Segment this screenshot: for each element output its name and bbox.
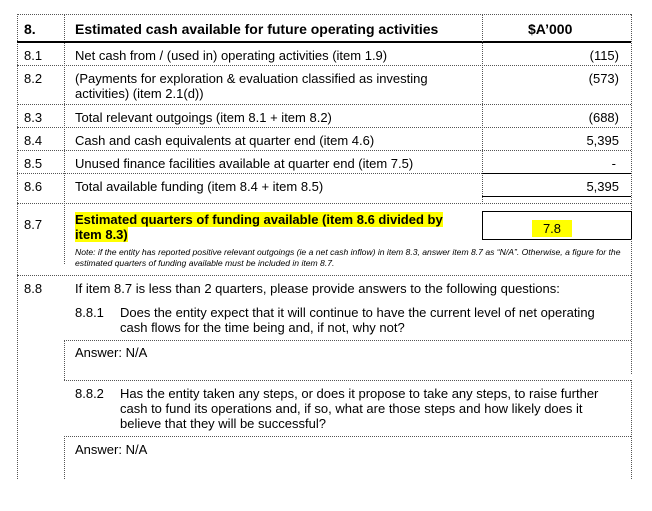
number-column-divider: [64, 14, 65, 264]
row-value: (115): [589, 48, 619, 63]
amount-column-left: [482, 14, 483, 204]
row-value: -: [611, 156, 616, 171]
row-text: If item 8.7 is less than 2 quarters, please provide answers to the following questions:: [75, 281, 560, 296]
row-value: 5,395: [586, 133, 619, 148]
row-number: 8.2: [24, 71, 43, 86]
header-underline: [17, 41, 631, 43]
row-divider: [17, 150, 631, 151]
question-text: Has the entity taken any steps, or does it propose to take any steps, to raise further cash to fund its operations and, if so, what are those steps and how likely does it believe that they will be successful?: [120, 386, 599, 431]
row-divider: [17, 104, 631, 105]
row-text: Total available funding (item 8.4 + item 8.5): [75, 179, 324, 194]
answer-text[interactable]: Answer: N/A: [75, 442, 148, 457]
question-number: 8.8.2: [75, 386, 104, 401]
row-value: 5,395: [586, 179, 619, 194]
row-number: 8.4: [24, 133, 43, 148]
row-divider: [17, 275, 631, 276]
answer-box-top: [64, 340, 631, 341]
right-border: [631, 14, 632, 374]
row-number: 8.8: [24, 281, 43, 296]
row-text: (Payments for exploration & evaluation classified as investing activities) (item 2.1(d)): [75, 71, 428, 101]
funding-quarters-value: 7.8: [532, 220, 572, 237]
answer-box-top: [64, 436, 631, 437]
value-box-bottom: [482, 239, 631, 240]
funding-quarters-label: [75, 212, 470, 242]
highlighted-text: Estimated quarters of funding available (item 8.6 divided by item 8.3): [75, 212, 443, 242]
row-number: 8.1: [24, 48, 43, 63]
row-value: (573): [588, 71, 619, 86]
row-text: Unused finance facilities available at quarter end (item 7.5): [75, 156, 414, 171]
note-text: Note: if the entity has reported positive relevant outgoings (ie a net cash inflow) in item 8.3, answer item 8.7 as “N/A”. Otherwise, a figure for the estimated quarters of funding available must be included in item 8.7.: [75, 247, 621, 268]
value-box-top: [482, 211, 631, 212]
row-number: 8.5: [24, 156, 43, 171]
currency-header: $A’000: [528, 21, 573, 37]
answer-box-right: [631, 380, 632, 479]
section-number: 8.: [24, 21, 36, 37]
value-box-left: [482, 211, 483, 239]
answer-text[interactable]: Answer: N/A: [75, 345, 148, 360]
answer-box-left: [64, 436, 65, 479]
left-border: [17, 14, 18, 479]
subtotal-line: [482, 173, 631, 174]
row-number: 8.7: [24, 217, 43, 232]
row-text: Net cash from / (used in) operating activities (item 1.9): [75, 48, 388, 63]
row-text: Cash and cash equivalents at quarter end (item 4.6): [75, 133, 375, 148]
question-number: 8.8.1: [75, 305, 104, 320]
answer-box-bottom: [64, 380, 631, 381]
row-text: Total relevant outgoings (item 8.1 + item 8.2): [75, 110, 332, 125]
answer-box-left: [64, 340, 65, 380]
row-value: (688): [588, 110, 619, 125]
row-number: 8.3: [24, 110, 43, 125]
top-border: [17, 14, 631, 15]
row-divider: [17, 203, 631, 204]
total-line: [482, 196, 631, 197]
value-box-right: [631, 211, 632, 239]
question-text: Does the entity expect that it will continue to have the current level of net operating cash flows for the time being and, if not, why not?: [120, 305, 595, 335]
row-divider: [17, 127, 631, 128]
row-divider: [17, 173, 482, 174]
row-divider: [17, 65, 631, 66]
section-title: Estimated cash available for future operating activities: [75, 21, 439, 37]
row-number: 8.6: [24, 179, 43, 194]
